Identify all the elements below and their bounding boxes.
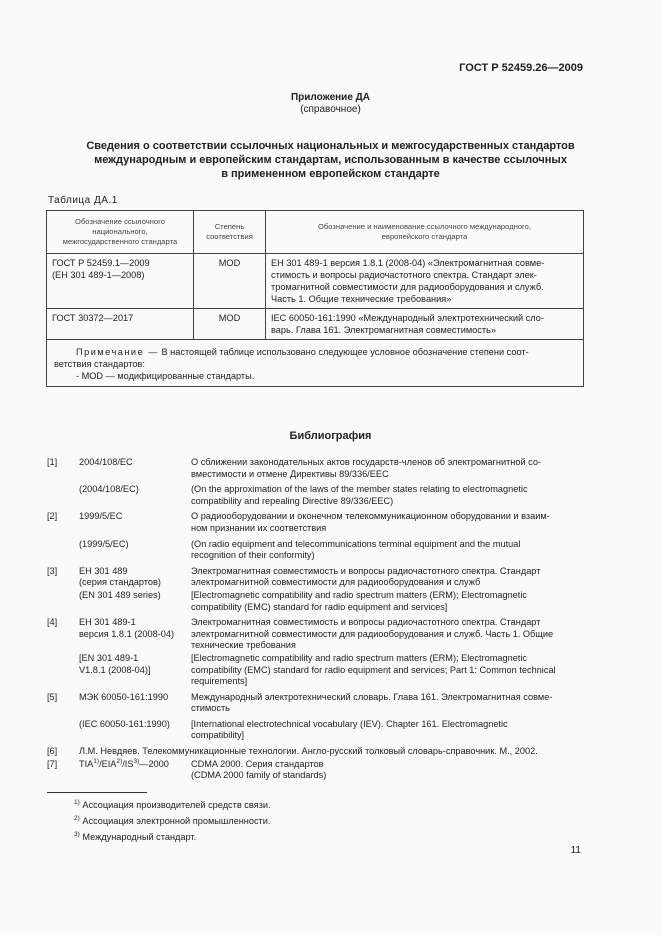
- cell-national: ГОСТ Р 52459.1—2009 (ЕН 301 489-1—2008): [47, 254, 194, 309]
- cell-international: ЕН 301 489-1 версия 1.8.1 (2008-04) «Электромагнитная совме- стимость и вопросы радиочастотного спектра. Стандарт элек- тромагнитной совместимости для радиооборудования и служб. Часть 1. Общие технические требования»: [266, 254, 584, 309]
- bib-entry: [5] МЭК 60050-161:1990 Международный электротехнический словарь. Глава 161. Электромагнитная совме- стимость: [47, 691, 553, 714]
- correspondence-table: [46, 210, 584, 387]
- cell-international: IEC 60050-161:1990 «Международный электротехнический сло- варь. Глава 161. Электромагнитная совместимость»: [266, 309, 584, 340]
- footnotes: [74, 797, 271, 845]
- bib-entry: [2] 1999/5/EC О радиооборудовании и оконечном телекоммуникационном оборудовании и взаим- ном признании их соответствия: [47, 511, 550, 533]
- bibliography-title: Библиография: [289, 430, 372, 442]
- bib-entry: [EN 301 489-1 V1.8.1 (2008-04)] [Electromagnetic compatibility and radio spectrum matters (ERM); Electromagnetic compatibility (EMC) standard for radio equipment and services; Part 1: Common technical requirements]: [79, 652, 556, 687]
- cell-national: ГОСТ 30372—2017: [47, 309, 194, 340]
- header-national: Обозначение ссылочного национального, межгосударственного стандарта: [47, 211, 194, 254]
- header-degree: Степень соответствия: [194, 211, 266, 254]
- bib-entry: [3] ЕН 301 489 (серия стандартов) Электромагнитная совместимость и вопросы радиочастотного спектра. Стандарт электромагнитной совместимости для радиооборудования и служб: [47, 565, 541, 588]
- page-number: 11: [570, 845, 581, 856]
- footnote: $^{2)}$ Ассоциация электронной промышленности.: [74, 814, 271, 826]
- note-text: В настоящей таблице использовано следующее условное обозначение степени соот-: [161, 347, 529, 357]
- footnote-divider: [47, 792, 147, 793]
- heading-line: в примененном европейском стандарте: [221, 168, 440, 180]
- heading-line: международным и европейским стандартам, использованным в качестве ссылочных: [94, 154, 567, 166]
- bib-entry: [1] 2004/108/EC О сближении законодательных актов государств-членов об электромагнитной со- вместимости и отмене Директивы 89/336/ЕЕС: [47, 457, 542, 479]
- bib-entry: (1999/5/EC) (On radio equipment and telecommunications terminal equipment and the mutual recognition of their conformity): [79, 538, 521, 561]
- header-international: Обозначение и наименование ссылочного международного, европейского стандарта: [266, 211, 584, 254]
- appendix-subtitle: (справочное): [300, 104, 361, 115]
- table-header-row: [47, 211, 584, 254]
- note-text: - MOD — модифицированные стандарты.: [76, 371, 255, 381]
- bib-entry: (IEC 60050-161:1990) [International electrotechnical vocabulary (IEV). Chapter 161. Electromagnetic compatibility]: [79, 718, 508, 741]
- bib-entry: [7] TIA$^{1)}$/EIA$^{2)}$/IS$^{3)}$—2000 CDMA 2000. Серия стандартов (CDMA 2000 family of standards): [47, 757, 327, 781]
- table-note-row: [47, 340, 584, 387]
- table-row: [47, 309, 584, 340]
- bib-entry: [4] ЕН 301 489-1 версия 1.8.1 (2008-04) Электромагнитная совместимость и вопросы радиочастотного спектра. Стандарт электромагнитной совместимости для радиооборудования и служб. Часть 1. Общие технические требования: [47, 617, 554, 651]
- cell-degree: MOD: [194, 309, 266, 340]
- footnote: $^{1)}$ Ассоциация производителей средств связи.: [74, 798, 271, 810]
- note-label: Примечание —: [76, 347, 159, 357]
- appendix-heading: [0, 139, 661, 181]
- cell-degree: MOD: [194, 254, 266, 309]
- appendix-title: Приложение ДА: [290, 92, 371, 103]
- table-note: [47, 340, 584, 387]
- heading-line: Сведения о соответствии ссылочных национальных и межгосударственных стандартов: [86, 140, 575, 152]
- bibliography-list: [47, 457, 583, 783]
- standard-id: ГОСТ Р 52459.26—2009: [459, 62, 583, 74]
- bib-entry: (EN 301 489 series) [Electromagnetic compatibility and radio spectrum matters (ERM); Electromagnetic compatibility (EMC) standard for radio equipment and services]: [79, 589, 527, 612]
- note-text: ветствия стандартов:: [54, 359, 145, 369]
- table-row: [47, 254, 584, 309]
- table-caption: Таблица ДА.1: [48, 195, 118, 206]
- bib-entry: [6] Л.М. Невдяев. Телекоммуникационные технологии. Англо-русский толковый словарь-справочник. М., 2002.: [47, 746, 538, 757]
- bib-entry: (2004/108/EC) (On the approximation of the laws of the member states relating to electromagnetic compatibility and repealing Directive 89/336/EEC): [79, 484, 528, 506]
- footnote: $^{3)}$ Международный стандарт.: [74, 830, 197, 842]
